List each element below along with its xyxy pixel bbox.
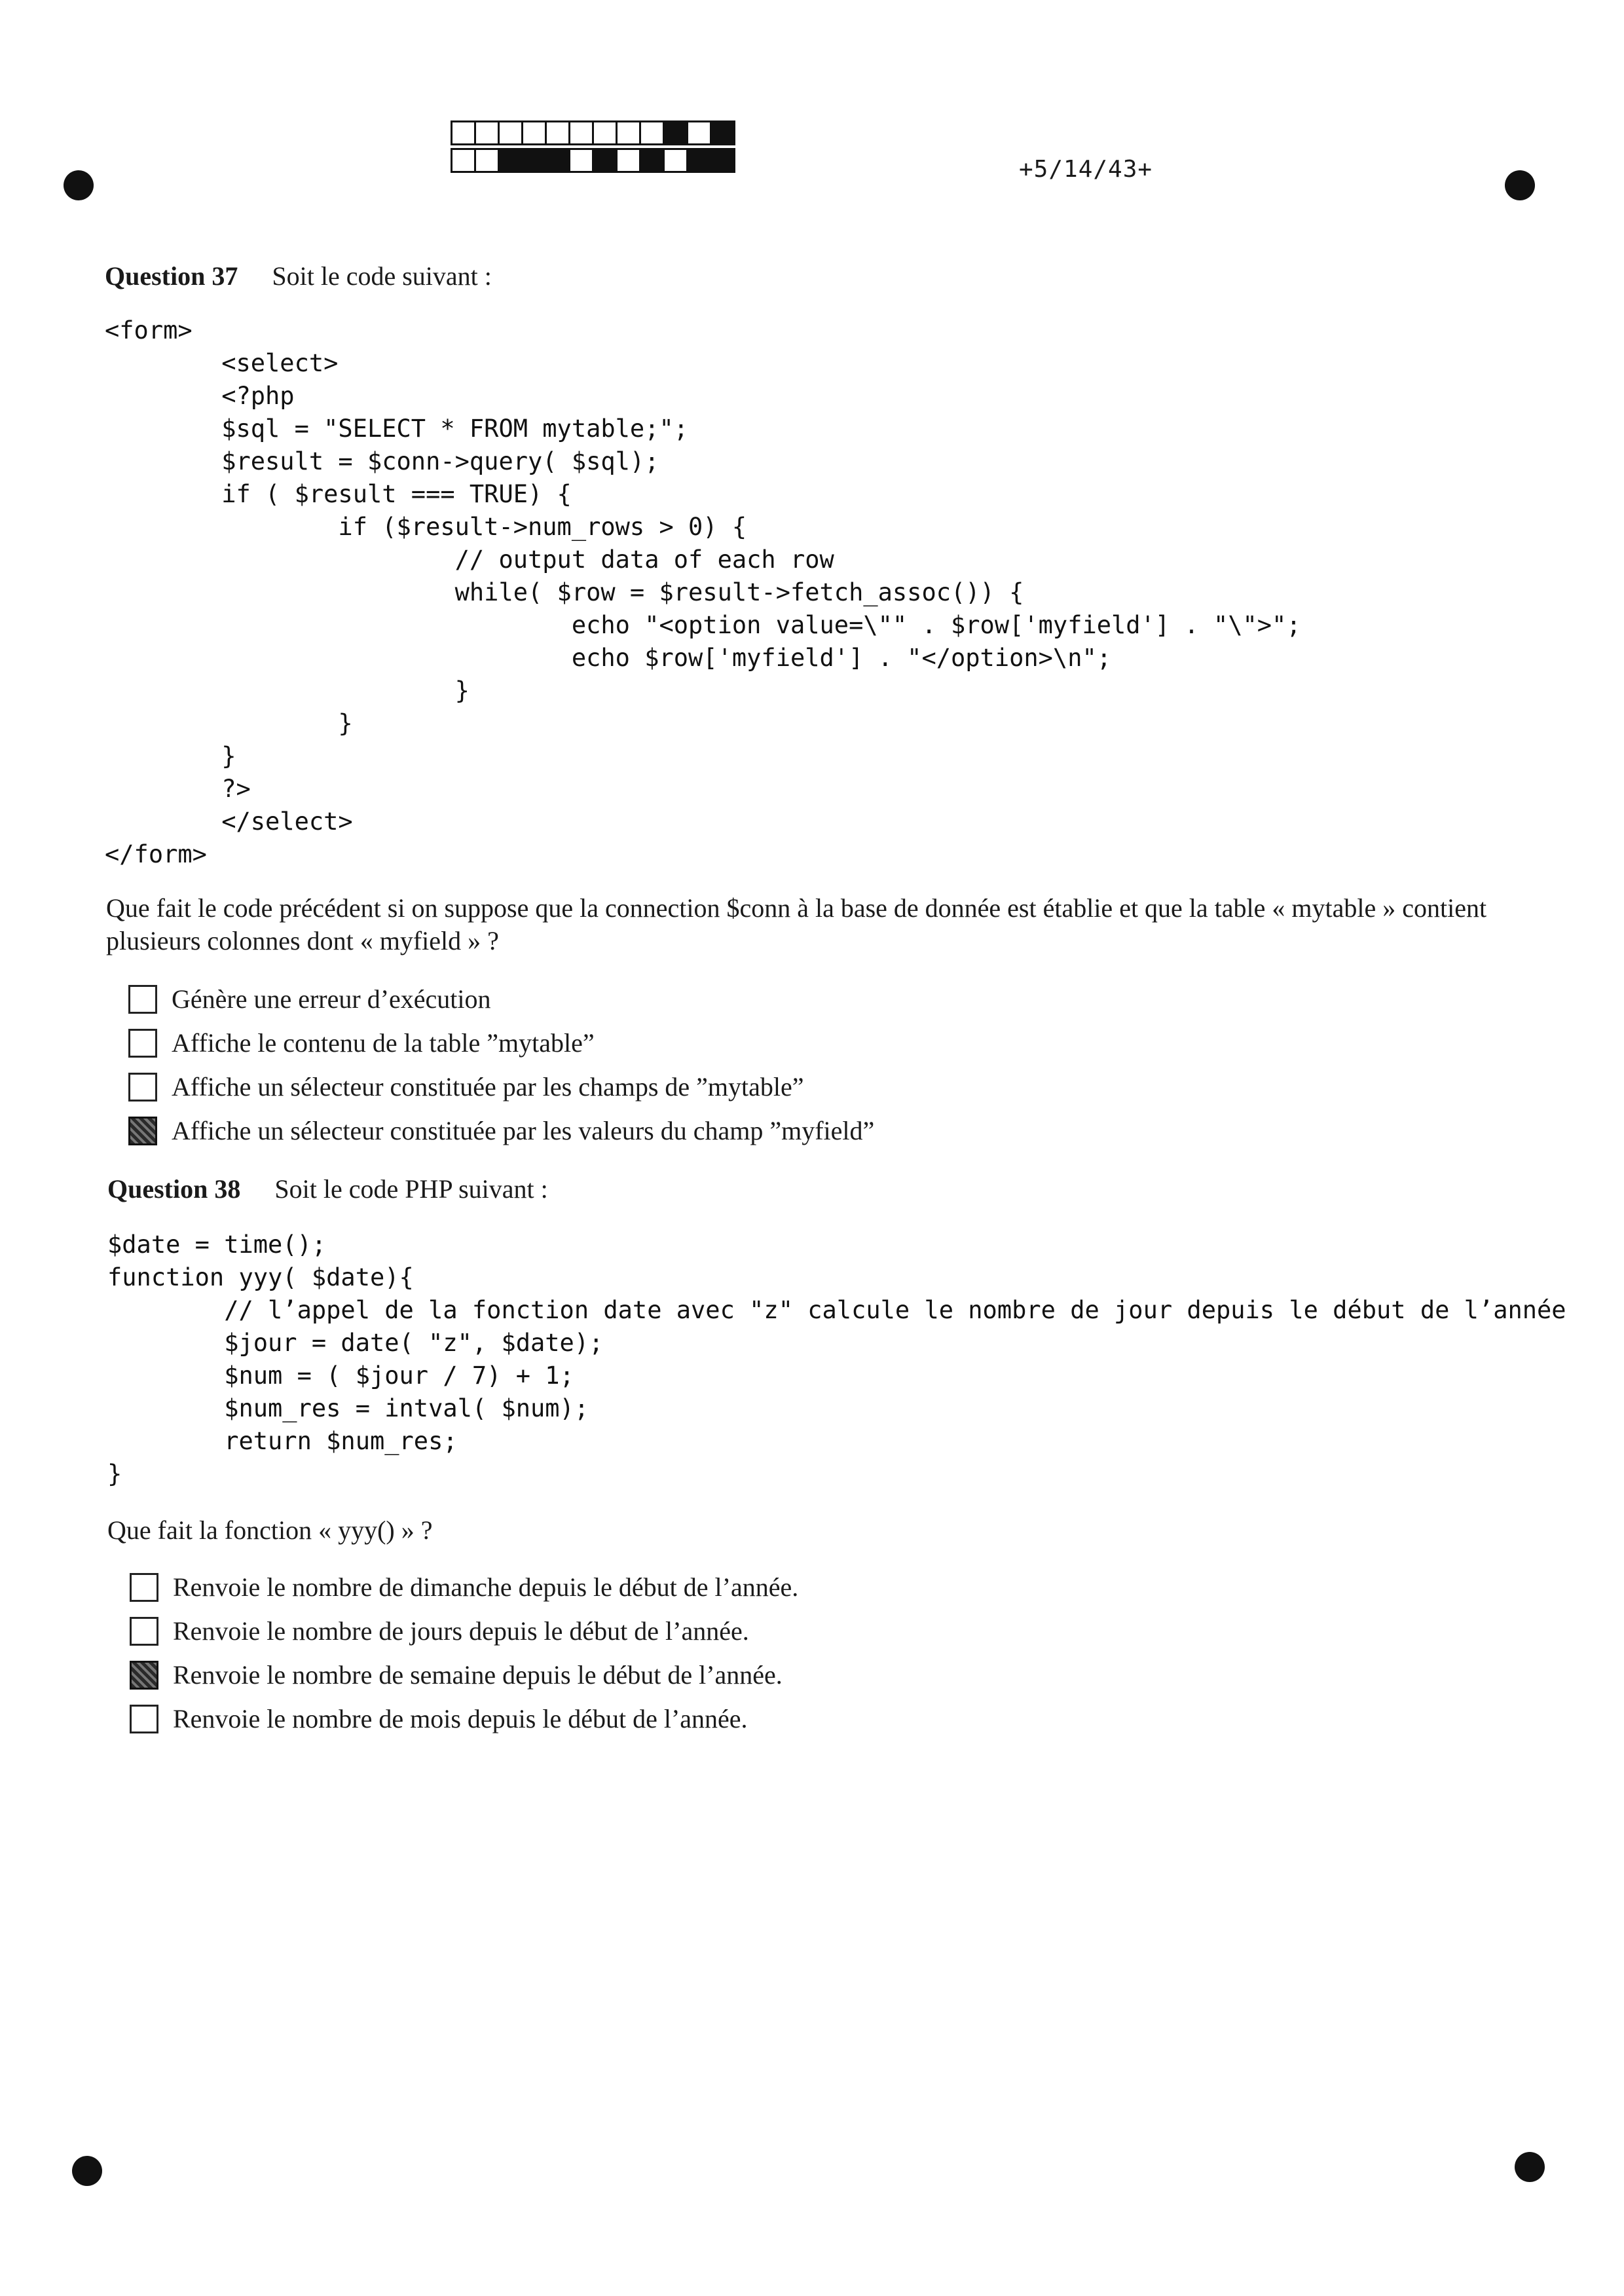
barcode-cell xyxy=(710,120,735,145)
choice-label: Affiche un sélecteur constituée par les valeurs du champ ”myfield” xyxy=(172,1116,875,1145)
choice-item xyxy=(128,1021,874,1065)
page-barcode xyxy=(451,120,733,173)
code-line: $jour = date( "z", $date); xyxy=(107,1329,604,1357)
barcode-cell xyxy=(592,148,618,173)
answer-checkbox[interactable] xyxy=(130,1661,158,1690)
barcode-cell xyxy=(616,120,641,145)
choice-label: Affiche un sélecteur constituée par les champs de ”mytable” xyxy=(172,1072,804,1102)
code-line: $num = ( $jour / 7) + 1; xyxy=(107,1361,574,1390)
code-line: $num_res = intval( $num); xyxy=(107,1394,589,1422)
choice-item xyxy=(130,1653,798,1697)
code-line: if ( $result === TRUE) { xyxy=(105,480,572,508)
barcode-row xyxy=(451,120,733,145)
barcode-cell xyxy=(686,120,712,145)
code-line: // output data of each row xyxy=(105,546,834,574)
answer-checkbox[interactable] xyxy=(128,1117,157,1145)
code-line: <?php xyxy=(105,382,295,410)
choice-label: Renvoie le nombre de mois depuis le début de l’année. xyxy=(173,1704,748,1733)
barcode-cell xyxy=(451,148,476,173)
code-line: } xyxy=(105,709,353,737)
code-line: $sql = "SELECT * FROM mytable;"; xyxy=(105,415,689,443)
code-line: $result = $conn->query( $sql); xyxy=(105,447,659,475)
choice-label: Affiche le contenu de la table ”mytable” xyxy=(172,1028,595,1058)
registration-mark-top-right xyxy=(1505,170,1535,200)
barcode-cell xyxy=(498,120,523,145)
barcode-cell xyxy=(521,120,547,145)
barcode-cell xyxy=(545,120,570,145)
barcode-cell xyxy=(474,120,500,145)
barcode-cell xyxy=(663,148,688,173)
code-line: echo $row['myfield'] . "</option>\n"; xyxy=(105,644,1112,672)
barcode-cell xyxy=(710,148,735,173)
choice-item xyxy=(128,1065,874,1109)
question-37-code xyxy=(105,314,1301,871)
question-38-prompt: Que fait la fonction « yyy() » ? xyxy=(107,1515,433,1545)
code-line: echo "<option value=\"" . $row['myfield'] . "\">"; xyxy=(105,611,1301,639)
choice-label: Renvoie le nombre de dimanche depuis le début de l’année. xyxy=(173,1572,799,1602)
barcode-cell xyxy=(451,120,476,145)
choice-item xyxy=(128,1109,874,1153)
code-line: <select> xyxy=(105,349,339,377)
barcode-cell xyxy=(474,148,500,173)
answer-checkbox[interactable] xyxy=(130,1617,158,1646)
barcode-cell xyxy=(686,148,712,173)
code-line: </select> xyxy=(105,807,353,836)
code-line: return $num_res; xyxy=(107,1427,458,1455)
question-37-header xyxy=(105,261,492,291)
question-intro: Soit le code suivant : xyxy=(272,261,492,291)
choice-item xyxy=(130,1697,798,1741)
choice-item xyxy=(130,1565,798,1609)
choice-item xyxy=(128,977,874,1021)
code-line: ?> xyxy=(105,775,251,803)
code-line: function yyy( $date){ xyxy=(107,1263,414,1291)
barcode-cell xyxy=(639,148,665,173)
question-number: Question 37 xyxy=(105,261,238,291)
question-38-code xyxy=(107,1229,1566,1491)
answer-checkbox[interactable] xyxy=(128,985,157,1014)
registration-mark-bottom-left xyxy=(72,2156,102,2186)
barcode-cell xyxy=(639,120,665,145)
code-line: <form> xyxy=(105,316,193,344)
answer-checkbox[interactable] xyxy=(130,1705,158,1733)
registration-mark-top-left xyxy=(64,170,94,200)
code-line: </form> xyxy=(105,840,207,868)
barcode-cell xyxy=(568,120,594,145)
choice-label: Renvoie le nombre de jours depuis le début de l’année. xyxy=(173,1616,749,1646)
code-line: } xyxy=(105,676,470,705)
barcode-cell xyxy=(521,148,547,173)
question-37-choices xyxy=(128,977,874,1153)
answer-checkbox[interactable] xyxy=(128,1073,157,1102)
answer-checkbox[interactable] xyxy=(130,1573,158,1602)
barcode-cell xyxy=(545,148,570,173)
question-38-header xyxy=(107,1174,548,1204)
code-line: // l’appel de la fonction date avec "z" calcule le nombre de jour depuis le début de l’année xyxy=(107,1296,1566,1324)
code-line: } xyxy=(107,1460,122,1488)
barcode-cell xyxy=(616,148,641,173)
answer-checkbox[interactable] xyxy=(128,1029,157,1058)
question-38-choices xyxy=(130,1565,798,1741)
question-37-prompt: Que fait le code précédent si on suppose que la connection $conn à la base de donnée est établie et que la table « mytable » contient plusieurs colonnes dont « myfield » ? xyxy=(106,893,1487,955)
registration-mark-bottom-right xyxy=(1515,2152,1545,2182)
barcode-cell xyxy=(568,148,594,173)
choice-label: Génère une erreur d’exécution xyxy=(172,984,491,1014)
code-line: } xyxy=(105,742,236,770)
barcode-row xyxy=(451,148,733,173)
choice-label: Renvoie le nombre de semaine depuis le début de l’année. xyxy=(173,1660,783,1690)
code-line: $date = time(); xyxy=(107,1231,327,1259)
code-line: if ($result->num_rows > 0) { xyxy=(105,513,747,541)
question-intro: Soit le code PHP suivant : xyxy=(274,1174,548,1204)
barcode-cell xyxy=(592,120,618,145)
question-number: Question 38 xyxy=(107,1174,241,1204)
barcode-cell xyxy=(663,120,688,145)
choice-item xyxy=(130,1609,798,1653)
code-line: while( $row = $result->fetch_assoc()) { xyxy=(105,578,1024,606)
page-id: +5/14/43+ xyxy=(1019,156,1153,183)
barcode-cell xyxy=(498,148,523,173)
